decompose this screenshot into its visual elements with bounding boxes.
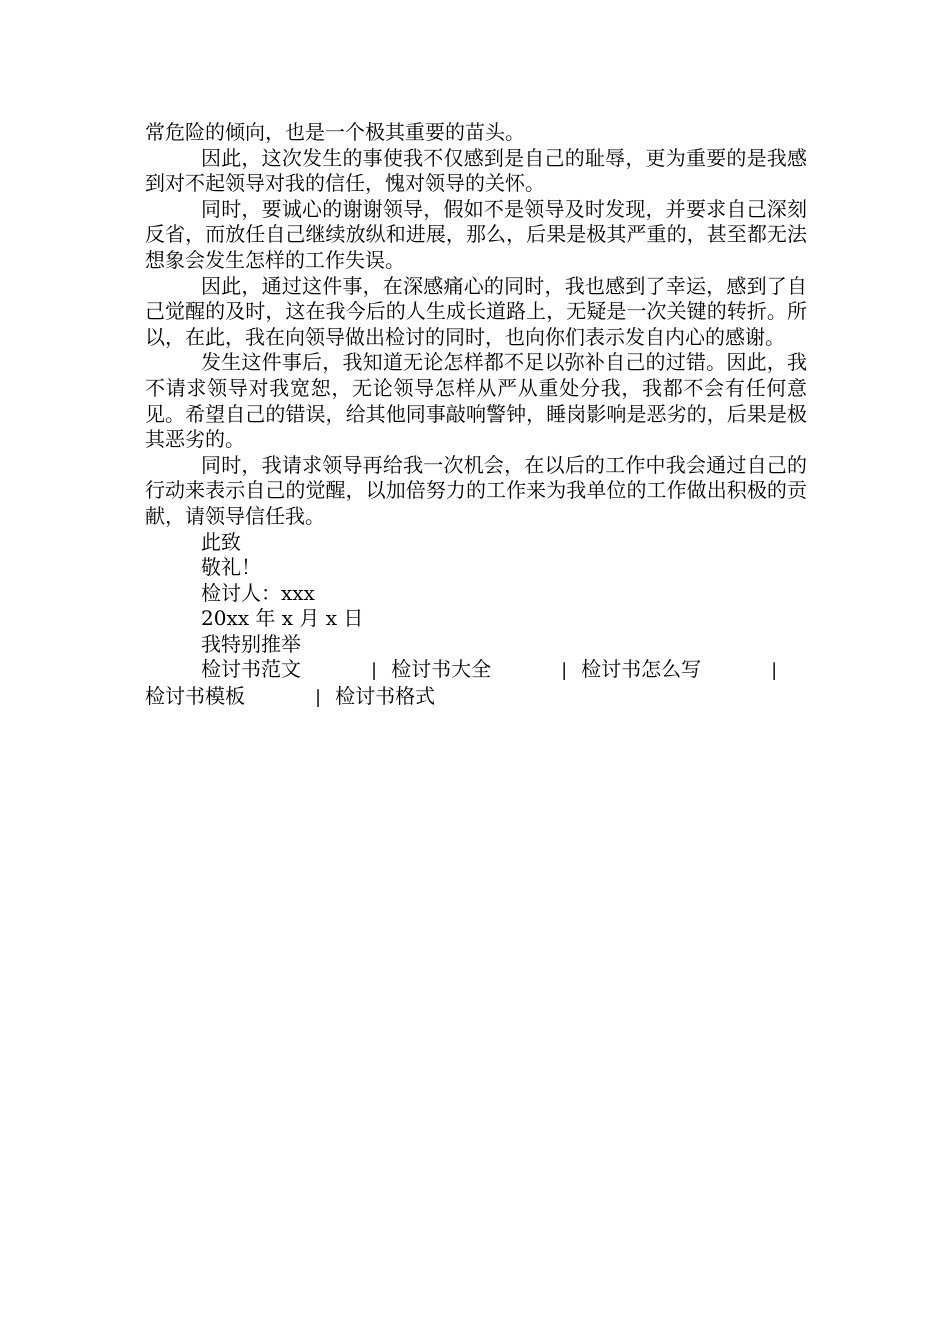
link-geshi[interactable]: 检讨书格式 — [335, 684, 436, 709]
link-zenmexie[interactable]: 检讨书怎么写 — [581, 657, 702, 682]
link-separator: | — [561, 660, 568, 682]
link-daquan[interactable]: 检讨书大全 — [391, 657, 492, 682]
paragraph: 因此，这次发生的事使我不仅感到是自己的耻辱，更为重要的是我感到对不起领导对我的信任，愧对领导的关怀。 — [145, 145, 807, 196]
date-line: 20xx 年 x 月 x 日 — [201, 606, 364, 631]
paragraph-continuation: 常危险的倾向，也是一个极其重要的苗头。 — [145, 120, 525, 144]
related-links — [145, 657, 807, 710]
link-muban[interactable]: 检讨书模板 — [145, 684, 245, 709]
link-separator: | — [315, 687, 322, 709]
paragraph: 同时，我请求领导再给我一次机会，在以后的工作中我会通过自己的行动来表示自己的觉醒，以加倍努力的工作来为我单位的工作做出积极的贡献，请领导信任我。 — [145, 452, 807, 528]
recommend-heading: 我特别推举 — [201, 631, 301, 656]
link-separator: | — [371, 660, 378, 682]
closing-line: 此致 — [201, 529, 241, 554]
document-page — [145, 120, 807, 711]
paragraph: 因此，通过这件事，在深感痛心的同时，我也感到了幸运，感到了自己觉醒的及时，这在我今后的人生成长道路上，无疑是一次关键的转折。所以，在此，我在向领导做出检讨的同时，也向你们表示发自内心的感谢。 — [145, 273, 807, 349]
paragraph: 发生这件事后，我知道无论怎样都不足以弥补自己的过错。因此，我不请求领导对我宽恕，无论领导怎样从严从重处分我，我都不会有任何意见。希望自己的错误，给其他同事敲响警钟，睡岗影响是恶劣的，后果是极其恶劣的。 — [145, 350, 807, 452]
link-fanwen[interactable]: 检讨书范文 — [201, 657, 301, 682]
paragraph: 同时，要诚心的谢谢领导，假如不是领导及时发现，并要求自己深刻反省，而放任自己继续放纵和进展，那么，后果是极其严重的，甚至都无法想象会发生怎样的工作失误。 — [145, 196, 807, 272]
signer-line: 检讨人：xxx — [201, 580, 315, 605]
link-separator: | — [771, 660, 778, 682]
salute-line: 敬礼！ — [201, 555, 261, 580]
